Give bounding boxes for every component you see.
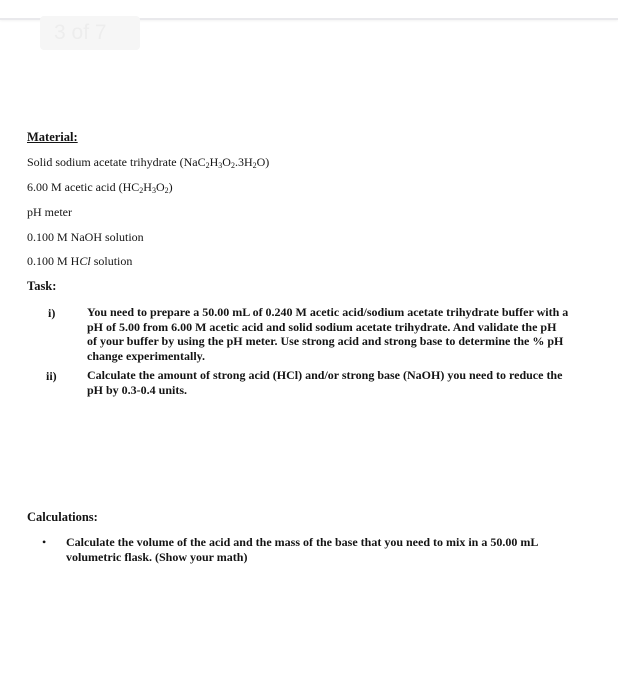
material-item-acetic-acid: 6.00 M acetic acid $(HC_2H_3O_2)$	[27, 180, 173, 195]
calculations-item-1: Calculate the volume of the acid and the mass of the base that you need to mix in a 50.00 mL volumetric flask. (Show your math)	[66, 535, 538, 564]
bullet-icon: •	[42, 535, 47, 549]
material-item-naoh: 0.100 M NaOH solution	[27, 230, 144, 244]
task-number-1: i)	[48, 306, 56, 320]
material-heading: Material:	[27, 130, 78, 144]
task-text-2: Calculate the amount of strong acid (HCl) and/or strong base (NaOH) you need to reduce the pH by 0.3-0.4 units.	[87, 368, 563, 397]
task-text-1: You need to prepare a 50.00 mL of 0.240 M acetic acid/sodium acetate trihydrate buffer with a pH of 5.00 from 6.00 M acetic acid and solid sodium acetate trihydrate. And validate the pH of your buffer by using the pH meter. Use strong acid and strong base to determine the % pH change experimentally.	[87, 305, 569, 363]
material-item-ph-meter: pH meter	[27, 205, 72, 219]
material-item-sodium-acetate: Solid sodium acetate trihydrate $(NaC_2H_3O_2.3H_2O)$	[27, 155, 270, 170]
task-heading: Task:	[27, 279, 57, 293]
calculations-heading: Calculations:	[27, 510, 98, 524]
page-counter: 3 of 7	[40, 16, 140, 50]
task-number-2: ii)	[46, 369, 57, 383]
material-item-hcl: 0.100 M HCl solution	[27, 254, 133, 268]
